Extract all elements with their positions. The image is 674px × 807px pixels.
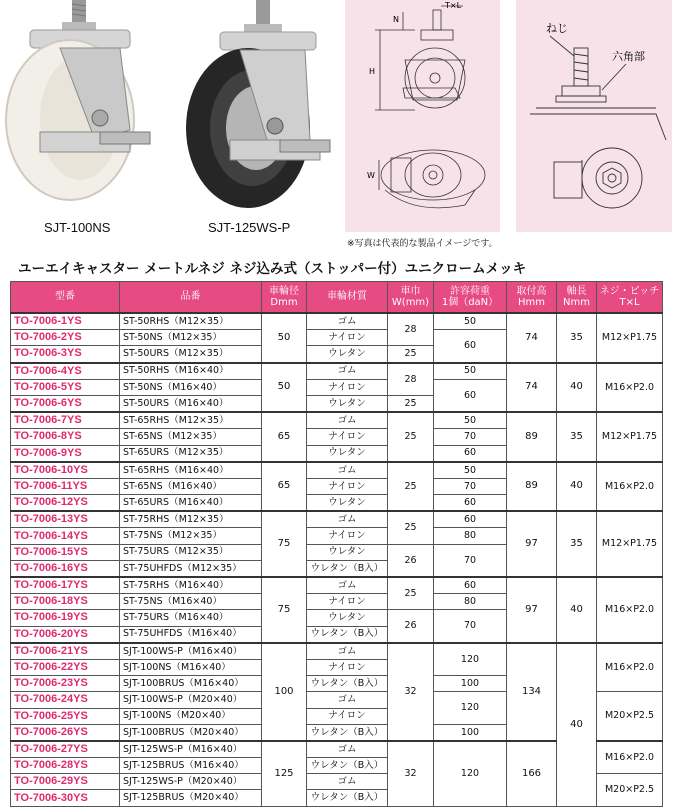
model-cell: TO-7006-17YS: [11, 577, 120, 594]
part-cell: SJT-125BRUS（M20×40）: [120, 790, 262, 806]
material-cell: ナイロン: [307, 594, 388, 610]
image-note: ※写真は代表的な製品イメージです。: [347, 239, 498, 249]
dim-label-n: N: [393, 15, 399, 24]
material-cell: ゴム: [307, 313, 388, 330]
thread-cell: M16×P2.0: [597, 577, 663, 643]
model-cell: TO-7006-10YS: [11, 462, 120, 479]
width-cell: 26: [388, 544, 434, 577]
model-cell: TO-7006-2YS: [11, 330, 120, 346]
load-cell: 80: [434, 528, 507, 544]
model-cell: TO-7006-27YS: [11, 741, 120, 758]
part-cell: SJT-125BRUS（M16×40）: [120, 758, 262, 774]
load-cell: 100: [434, 676, 507, 692]
wheel-dia-cell: 65: [262, 462, 307, 512]
shaft-cell: 35: [557, 511, 597, 577]
part-cell: ST-75URS（M12×35）: [120, 544, 262, 560]
load-cell: 60: [434, 445, 507, 462]
load-cell: 50: [434, 363, 507, 380]
part-cell: ST-50URS（M12×35）: [120, 346, 262, 363]
part-cell: SJT-125WS-P（M20×40）: [120, 774, 262, 790]
shaft-cell: 40: [557, 577, 597, 643]
load-cell: 60: [434, 577, 507, 594]
width-cell: 25: [388, 511, 434, 544]
wheel-dia-cell: 65: [262, 412, 307, 462]
material-cell: ナイロン: [307, 429, 388, 445]
part-cell: ST-75UHFDS（M16×40）: [120, 626, 262, 643]
load-cell: 120: [434, 643, 507, 676]
part-cell: SJT-100NS（M16×40）: [120, 659, 262, 675]
material-cell: ナイロン: [307, 379, 388, 395]
load-cell: 50: [434, 412, 507, 429]
thread-cell: M16×P2.0: [597, 363, 663, 413]
shaft-cell: 35: [557, 412, 597, 462]
model-cell: TO-7006-3YS: [11, 346, 120, 363]
thread-cell: M20×P2.5: [597, 774, 663, 806]
height-cell: 97: [507, 577, 557, 643]
part-cell: SJT-125WS-P（M16×40）: [120, 741, 262, 758]
part-cell: ST-75RHS（M12×35）: [120, 511, 262, 528]
wheel-dia-cell: 100: [262, 643, 307, 741]
table-row: [11, 363, 663, 380]
material-cell: ゴム: [307, 643, 388, 660]
wheel-dia-cell: 50: [262, 363, 307, 413]
label-hex: 六角部: [612, 50, 645, 63]
material-cell: ゴム: [307, 412, 388, 429]
height-cell: 89: [507, 412, 557, 462]
photo-caption-1: SJT-100NS: [44, 220, 111, 235]
dim-label-w: W: [367, 171, 375, 180]
load-cell: 120: [434, 692, 507, 724]
material-cell: ナイロン: [307, 478, 388, 494]
load-cell: 70: [434, 610, 507, 643]
part-cell: ST-75RHS（M16×40）: [120, 577, 262, 594]
part-cell: ST-65NS（M16×40）: [120, 478, 262, 494]
shaft-cell: 35: [557, 313, 597, 363]
model-cell: TO-7006-29YS: [11, 774, 120, 790]
screw-detail-diagram: [516, 0, 672, 232]
model-cell: TO-7006-7YS: [11, 412, 120, 429]
load-cell: 60: [434, 495, 507, 512]
material-cell: ウレタン（B入）: [307, 560, 388, 577]
material-cell: ウレタン（B入）: [307, 790, 388, 806]
model-cell: TO-7006-21YS: [11, 643, 120, 660]
material-cell: ゴム: [307, 692, 388, 708]
model-cell: TO-7006-23YS: [11, 676, 120, 692]
table-row: [11, 511, 663, 528]
material-cell: ゴム: [307, 577, 388, 594]
width-cell: 25: [388, 462, 434, 512]
width-cell: 32: [388, 741, 434, 806]
thread-cell: M12×P1.75: [597, 412, 663, 462]
model-cell: TO-7006-19YS: [11, 610, 120, 626]
material-cell: ウレタン（B入）: [307, 626, 388, 643]
thread-cell: M12×P1.75: [597, 313, 663, 363]
model-cell: TO-7006-14YS: [11, 528, 120, 544]
material-cell: ゴム: [307, 511, 388, 528]
model-cell: TO-7006-24YS: [11, 692, 120, 708]
material-cell: ナイロン: [307, 528, 388, 544]
part-cell: SJT-100BRUS（M20×40）: [120, 724, 262, 741]
part-cell: SJT-100WS-P（M20×40）: [120, 692, 262, 708]
load-cell: 100: [434, 724, 507, 741]
table-row: [11, 462, 663, 479]
material-cell: ウレタン: [307, 346, 388, 363]
material-cell: ウレタン: [307, 395, 388, 412]
part-cell: ST-75NS（M16×40）: [120, 594, 262, 610]
part-cell: ST-65URS（M16×40）: [120, 495, 262, 512]
model-cell: TO-7006-20YS: [11, 626, 120, 643]
material-cell: ウレタン（B入）: [307, 724, 388, 741]
model-cell: TO-7006-16YS: [11, 560, 120, 577]
material-cell: ナイロン: [307, 330, 388, 346]
part-cell: ST-50URS（M16×40）: [120, 395, 262, 412]
model-cell: TO-7006-1YS: [11, 313, 120, 330]
part-cell: ST-50NS（M16×40）: [120, 379, 262, 395]
table-row: [11, 577, 663, 594]
part-cell: ST-50RHS（M16×40）: [120, 363, 262, 380]
shaft-cell: 40: [557, 363, 597, 413]
model-cell: TO-7006-12YS: [11, 495, 120, 512]
load-cell: 120: [434, 741, 507, 806]
part-cell: ST-75NS（M12×35）: [120, 528, 262, 544]
height-cell: 89: [507, 462, 557, 512]
spec-table: [10, 281, 663, 807]
material-cell: ゴム: [307, 774, 388, 790]
model-cell: TO-7006-9YS: [11, 445, 120, 462]
material-cell: ウレタン（B入）: [307, 758, 388, 774]
model-cell: TO-7006-30YS: [11, 790, 120, 806]
material-cell: ゴム: [307, 741, 388, 758]
load-cell: 60: [434, 330, 507, 363]
material-cell: ナイロン: [307, 659, 388, 675]
caster-dimension-diagram: [345, 0, 500, 232]
thread-cell: M16×P2.0: [597, 741, 663, 774]
col-header-thread: ネジ・ピッチ T×L: [597, 282, 663, 314]
width-cell: 28: [388, 313, 434, 346]
width-cell: 25: [388, 412, 434, 462]
part-cell: SJT-100BRUS（M16×40）: [120, 676, 262, 692]
material-cell: ウレタン（B入）: [307, 676, 388, 692]
load-cell: 70: [434, 429, 507, 445]
part-cell: ST-65URS（M12×35）: [120, 445, 262, 462]
height-cell: 74: [507, 363, 557, 413]
col-header-height: 取付高 Hmm: [507, 282, 557, 314]
material-cell: ゴム: [307, 462, 388, 479]
material-cell: ウレタン: [307, 544, 388, 560]
col-header-wheel-dia: 車輪径 Dmm: [262, 282, 307, 314]
material-cell: ゴム: [307, 363, 388, 380]
part-cell: ST-50RHS（M12×35）: [120, 313, 262, 330]
load-cell: 70: [434, 544, 507, 577]
label-screw: ねじ: [546, 22, 568, 35]
model-cell: TO-7006-15YS: [11, 544, 120, 560]
col-header-model: 型番: [11, 282, 120, 314]
width-cell: 26: [388, 610, 434, 643]
load-cell: 60: [434, 379, 507, 412]
material-cell: ウレタン: [307, 495, 388, 512]
model-cell: TO-7006-11YS: [11, 478, 120, 494]
model-cell: TO-7006-8YS: [11, 429, 120, 445]
caster-photo-black: [170, 0, 335, 232]
wheel-dia-cell: 75: [262, 511, 307, 577]
thread-cell: M16×P2.0: [597, 462, 663, 512]
model-cell: TO-7006-6YS: [11, 395, 120, 412]
material-cell: ウレタン: [307, 610, 388, 626]
col-header-load: 許容荷重 1個（daN）: [434, 282, 507, 314]
col-header-material: 車輪材質: [307, 282, 388, 314]
thread-cell: M16×P2.0: [597, 643, 663, 692]
model-cell: TO-7006-13YS: [11, 511, 120, 528]
height-cell: 166: [507, 741, 557, 806]
load-cell: 70: [434, 478, 507, 494]
dim-label-txl: T×L: [445, 1, 462, 10]
model-cell: TO-7006-22YS: [11, 659, 120, 675]
model-cell: TO-7006-26YS: [11, 724, 120, 741]
height-cell: 134: [507, 643, 557, 741]
thread-cell: M20×P2.5: [597, 692, 663, 741]
table-row: [11, 412, 663, 429]
col-header-part: 品番: [120, 282, 262, 314]
load-cell: 50: [434, 462, 507, 479]
wheel-dia-cell: 75: [262, 577, 307, 643]
col-header-shaft: 軸長 Nmm: [557, 282, 597, 314]
shaft-cell: 40: [557, 462, 597, 512]
part-cell: ST-50NS（M12×35）: [120, 330, 262, 346]
material-cell: ナイロン: [307, 708, 388, 724]
model-cell: TO-7006-4YS: [11, 363, 120, 380]
width-cell: 28: [388, 363, 434, 396]
shaft-cell: 40: [557, 643, 597, 806]
table-row: [11, 643, 663, 660]
dim-label-h: H: [369, 67, 376, 76]
width-cell: 25: [388, 577, 434, 610]
table-header-row: [11, 282, 663, 314]
photo-caption-2: SJT-125WS-P: [208, 220, 291, 235]
load-cell: 80: [434, 594, 507, 610]
model-cell: TO-7006-5YS: [11, 379, 120, 395]
model-cell: TO-7006-18YS: [11, 594, 120, 610]
wheel-dia-cell: 50: [262, 313, 307, 363]
part-cell: ST-65RHS（M12×35）: [120, 412, 262, 429]
model-cell: TO-7006-25YS: [11, 708, 120, 724]
caster-photo-white: [0, 0, 160, 232]
thread-cell: M12×P1.75: [597, 511, 663, 577]
load-cell: 50: [434, 313, 507, 330]
material-cell: ウレタン: [307, 445, 388, 462]
part-cell: SJT-100NS（M20×40）: [120, 708, 262, 724]
width-cell: 25: [388, 395, 434, 412]
part-cell: ST-65NS（M12×35）: [120, 429, 262, 445]
width-cell: 32: [388, 643, 434, 741]
height-cell: 97: [507, 511, 557, 577]
part-cell: ST-65RHS（M16×40）: [120, 462, 262, 479]
part-cell: ST-75UHFDS（M12×35）: [120, 560, 262, 577]
table-row: [11, 313, 663, 330]
part-cell: ST-75URS（M16×40）: [120, 610, 262, 626]
table-title: ユーエイキャスター メートルネジ ネジ込み式（ストッパー付）ユニクロームメッキ: [18, 261, 527, 277]
model-cell: TO-7006-28YS: [11, 758, 120, 774]
part-cell: SJT-100WS-P（M16×40）: [120, 643, 262, 660]
height-cell: 74: [507, 313, 557, 363]
width-cell: 25: [388, 346, 434, 363]
wheel-dia-cell: 125: [262, 741, 307, 806]
col-header-width: 車巾 W(mm): [388, 282, 434, 314]
load-cell: 60: [434, 511, 507, 528]
